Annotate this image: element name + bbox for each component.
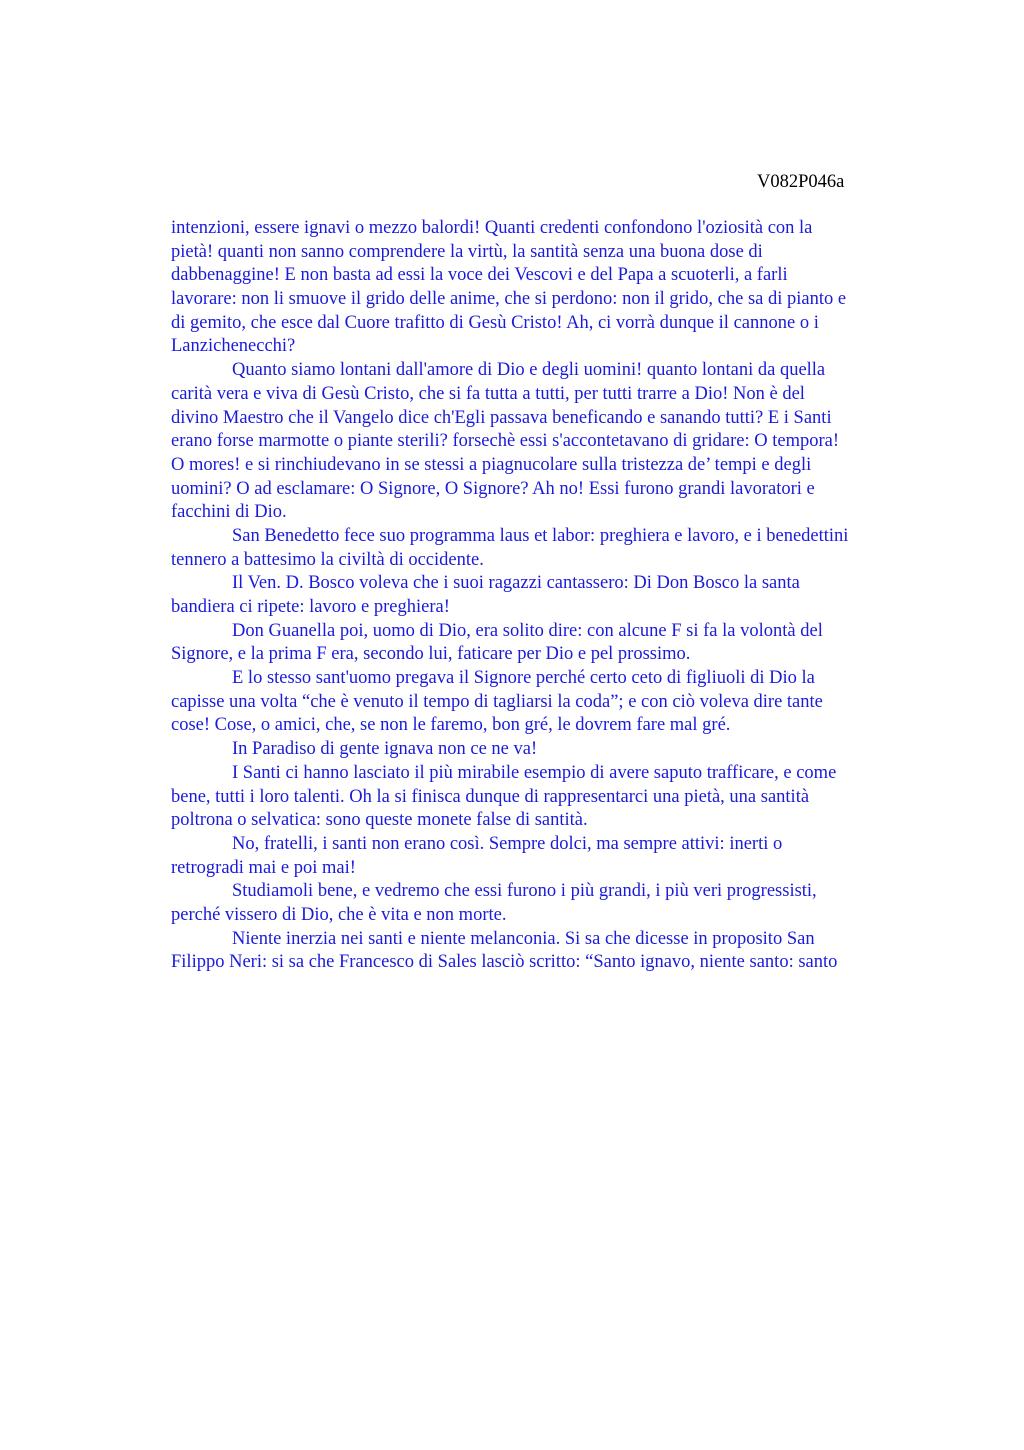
paragraph-first-line: Studiamoli bene, e vedremo che essi furono i più grandi, i più veri progressisti, (232, 881, 817, 902)
text-line: Filippo Neri: si sa che Francesco di Sales lasciò scritto: “Santo ignavo, niente santo: santo (171, 952, 838, 973)
paragraph-first-line: In Paradiso di gente ignava non ce ne va! (232, 739, 538, 760)
text-line: Lanzichenecchi? (171, 336, 296, 357)
text-line: O mores! e si rinchiudevano in se stessi a piagnucolare sulla tristezza de’ tempi e degli (171, 454, 812, 475)
text-line: cose! Cose, o amici, che, se non le faremo, bon gré, le dovrem fare mal gré. (171, 715, 731, 736)
body-text (171, 217, 935, 975)
text-line: poltrona o selvatica: sono queste monete false di santità. (171, 810, 588, 831)
text-line: tennero a battesimo la civiltà di occidente. (171, 549, 484, 570)
paragraph-first-line: Niente inerzia nei santi e niente melanconia. Si sa che dicesse in proposito San (232, 928, 815, 949)
text-line: divino Maestro che il Vangelo dice ch'Egli passava beneficando e sanando tutti? E i Santi (171, 407, 832, 428)
text-line: dabbenaggine! E non basta ad essi la voce dei Vescovi e del Papa a scuoterli, a farli (171, 265, 788, 286)
paragraph-first-line: Quanto siamo lontani dall'amore di Dio e degli uomini! quanto lontani da quella (232, 360, 826, 381)
text-line: bandiera ci ripete: lavoro e preghiera! (171, 597, 450, 617)
text-line: retrogradi mai e poi mai! (171, 857, 356, 878)
paragraph-first-line: I Santi ci hanno lasciato il più mirabile esempio di avere saputo trafficare, e come (232, 762, 837, 783)
text-line: intenzioni, essere ignavi o mezzo balordi! Quanti credenti confondono l'oziosità con la (171, 218, 813, 238)
text-line: carità vera e viva di Gesù Cristo, che si fa tutta a tutti, per tutti trarre a Dio! Non è del (171, 383, 805, 404)
text-line: pietà! quanti non sanno comprendere la virtù, la santità senza una buona dose di (171, 241, 763, 262)
text-line: erano forse marmotte o piante sterili? forsechè essi s'accontetavano di gridare: O tempora! (171, 431, 840, 452)
text-line: capisse una volta “che è venuto il tempo di tagliarsi la coda”; e con ciò voleva dire tante (171, 691, 823, 712)
page-identifier: V082P046a (757, 172, 845, 192)
text-line: di gemito, che esce dal Cuore trafitto di Gesù Cristo! Ah, ci vorrà dunque il cannone o i (171, 312, 819, 333)
text-line: uomini? O ad esclamare: O Signore, O Signore? Ah no! Essi furono grandi lavoratori e (171, 478, 815, 499)
paragraph-first-line: No, fratelli, i santi non erano così. Sempre dolci, ma sempre attivi: inerti o (232, 833, 783, 854)
paragraph-first-line: Don Guanella poi, uomo di Dio, era solito dire: con alcune F si fa la volontà del (232, 620, 823, 641)
paragraph-first-line: San Benedetto fece suo programma laus et labor: preghiera e lavoro, e i benedettini (232, 525, 849, 546)
text-line: lavorare: non li smuove il grido delle anime, che si perdono: non il grido, che sa di pianto e (171, 289, 847, 310)
text-line: facchini di Dio. (171, 502, 287, 523)
paragraph-first-line: Il Ven. D. Bosco voleva che i suoi ragazzi cantassero: Di Don Bosco la santa (232, 573, 800, 594)
text-line: Signore, e la prima F era, secondo lui, faticare per Dio e pel prossimo. (171, 644, 691, 665)
text-line: perché vissero di Dio, che è vita e non morte. (171, 904, 507, 925)
paragraph-first-line: E lo stesso sant'uomo pregava il Signore perché certo ceto di figliuoli di Dio la (232, 668, 815, 689)
text-line: bene, tutti i loro talenti. Oh la si finisca dunque di rappresentarci una pietà, una santità (171, 786, 810, 807)
